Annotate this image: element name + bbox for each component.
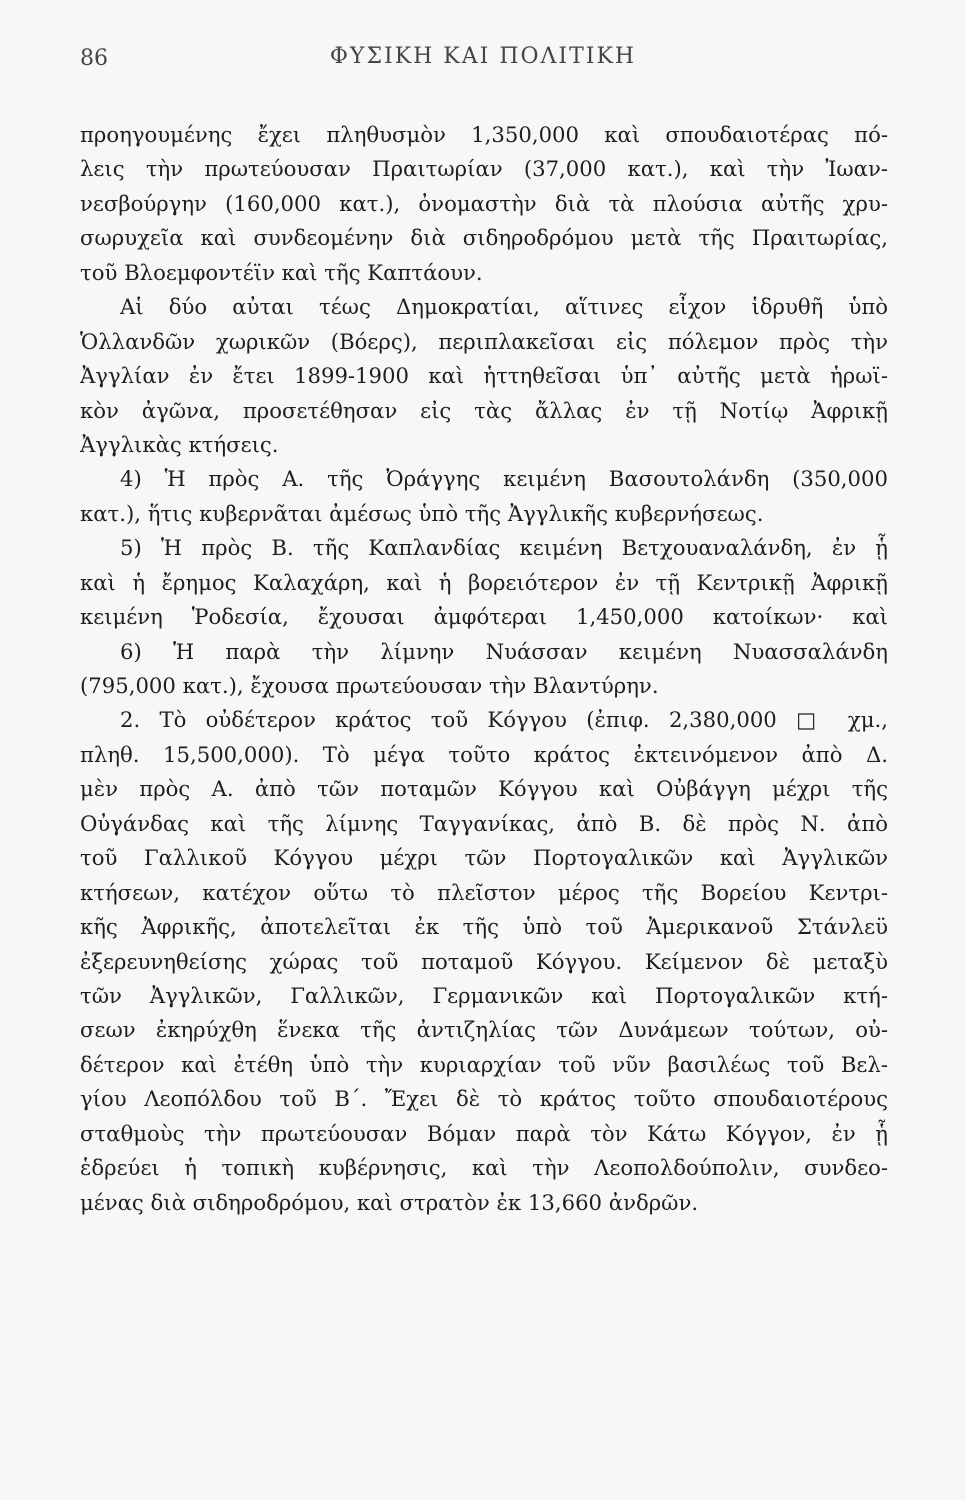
text-line: σταθμοὺς τὴν πρωτεύουσαν Βόμαν παρὰ τὸν Κάτω Κόγγον, ἐν ᾗ: [80, 1120, 888, 1146]
text-line: καὶ ἡ ἔρημος Καλαχάρη, καὶ ἡ βορειότερον ἐν τῇ Κεντρικῇ Ἀφρικῇ: [80, 569, 888, 595]
page-number: 86: [80, 46, 108, 71]
text-line: 6) Ἡ παρὰ τὴν λίμνην Νυάσσαν κειμένη Νυασσαλάνδη: [120, 638, 888, 664]
text-line: προηγουμένης ἔχει πληθυσμὸν 1,350,000 καὶ σπουδαιοτέρας πό-: [80, 122, 888, 147]
text-line: κῆς Ἀφρικῆς, ἀποτελεῖται ἐκ τῆς ὑπὸ τοῦ Ἀμερικανοῦ Στάνλεϋ: [80, 914, 888, 940]
text-line: γίου Λεοπόλδου τοῦ Β΄. Ἔχει δὲ τὸ κράτος τοῦτο σπουδαιοτέρους: [80, 1086, 888, 1112]
text-line: πληθ. 15,500,000). Τὸ μέγα τοῦτο κράτος ἐκτεινόμενον ἀπὸ Δ.: [80, 741, 888, 767]
text-line: ἐξερευνηθείσης χώρας τοῦ ποταμοῦ Κόγγου. Κείμενον δὲ μεταξὺ: [80, 948, 888, 974]
text-line: σεων ἐκηρύχθη ἕνεκα τῆς ἀντιζηλίας τῶν Δυνάμεων τούτων, οὐ-: [80, 1017, 888, 1043]
running-title: ΦΥΣΙΚΗ ΚΑΙ ΠΟΛΙΤΙΚΗ: [329, 44, 637, 69]
text-line: τοῦ Βλοεμφοντέϊν καὶ τῆς Καπτάουν.: [80, 259, 483, 285]
text-line: κὸν ἀγῶνα, προσετέθησαν εἰς τὰς ἄλλας ἐν τῇ Νοτίῳ Ἀφρικῇ: [80, 397, 888, 423]
text-line: λεις τὴν πρωτεύουσαν Πραιτωρίαν (37,000 κατ.), καὶ τὴν Ἰωαν-: [80, 156, 888, 182]
text-line: Ἀγγλικὰς κτήσεις.: [80, 431, 279, 457]
text-line: μένας διὰ σιδηροδρόμου, καὶ στρατὸν ἐκ 13,660 ἀνδρῶν.: [80, 1189, 699, 1215]
text-line: μὲν πρὸς Α. ἀπὸ τῶν ποταμῶν Κόγγου καὶ Οὐβάγγη μέχρι τῆς: [80, 776, 888, 802]
text-line: κειμένη Ῥοδεσία, ἔχουσαι ἀμφότεραι 1,450,000 κατοίκων· καὶ: [80, 604, 888, 630]
text-line: Ἀγγλίαν ἐν ἔτει 1899-1900 καὶ ἡττηθεῖσαι ὑπ᾿ αὐτῆς μετὰ ἡρωϊ-: [80, 363, 888, 389]
text-line: 4) Ἡ πρὸς Α. τῆς Ὀράγγης κειμένη Βασουτολάνδη (350,000: [120, 466, 888, 492]
body-text: [80, 118, 888, 1220]
text-line: 2. Τὸ οὐδέτερον κράτος τοῦ Κόγγου (ἐπιφ. 2,380,000 □ χμ.,: [120, 707, 888, 733]
text-line: τοῦ Γαλλικοῦ Κόγγου μέχρι τῶν Πορτογαλικῶν καὶ Ἀγγλικῶν: [80, 845, 888, 871]
text-line: Αἱ δύο αὐται τέως Δημοκρατίαι, αἵτινες εἶχον ἱδρυθῆ ὑπὸ: [120, 294, 888, 320]
text-line: νεσβούργην (160,000 κατ.), ὀνομαστὴν διὰ τὰ πλούσια αὐτῆς χρυ-: [80, 190, 888, 216]
text-line: Ὁλλανδῶν χωρικῶν (Βόερς), περιπλακεῖσαι εἰς πόλεμον πρὸς τὴν: [80, 328, 888, 354]
text-line: Οὐγάνδας καὶ τῆς λίμνης Ταγγανίκας, ἀπὸ Β. δὲ πρὸς Ν. ἀπὸ: [80, 810, 888, 836]
text-line: δέτερον καὶ ἐτέθη ὑπὸ τὴν κυριαρχίαν τοῦ νῦν βασιλέως τοῦ Βελ-: [80, 1051, 888, 1077]
text-line: τῶν Ἀγγλικῶν, Γαλλικῶν, Γερμανικῶν καὶ Πορτογαλικῶν κτή-: [80, 982, 888, 1008]
text-line: κτήσεων, κατέχον οὕτω τὸ πλεῖστον μέρος τῆς Βορείου Κεντρι-: [80, 879, 888, 905]
text-line: 5) Ἡ πρὸς Β. τῆς Καπλανδίας κειμένη Βετχουαναλάνδη, ἐν ᾗ: [120, 535, 888, 561]
text-line: κατ.), ἥτις κυβερνᾶται ἀμέσως ὑπὸ τῆς Ἀγγλικῆς κυβερνήσεως.: [80, 500, 764, 526]
page-header: [80, 44, 886, 80]
text-line: ἑδρεύει ἡ τοπικὴ κυβέρνησις, καὶ τὴν Λεοπολδούπολιν, συνδεο-: [80, 1155, 888, 1181]
text-line: (795,000 κατ.), ἔχουσα πρωτεύουσαν τὴν Βλαντύρην.: [80, 673, 659, 698]
text-line: σωρυχεῖα καὶ συνδεομένην διὰ σιδηροδρόμου μετὰ τῆς Πραιτωρίας,: [80, 225, 888, 251]
